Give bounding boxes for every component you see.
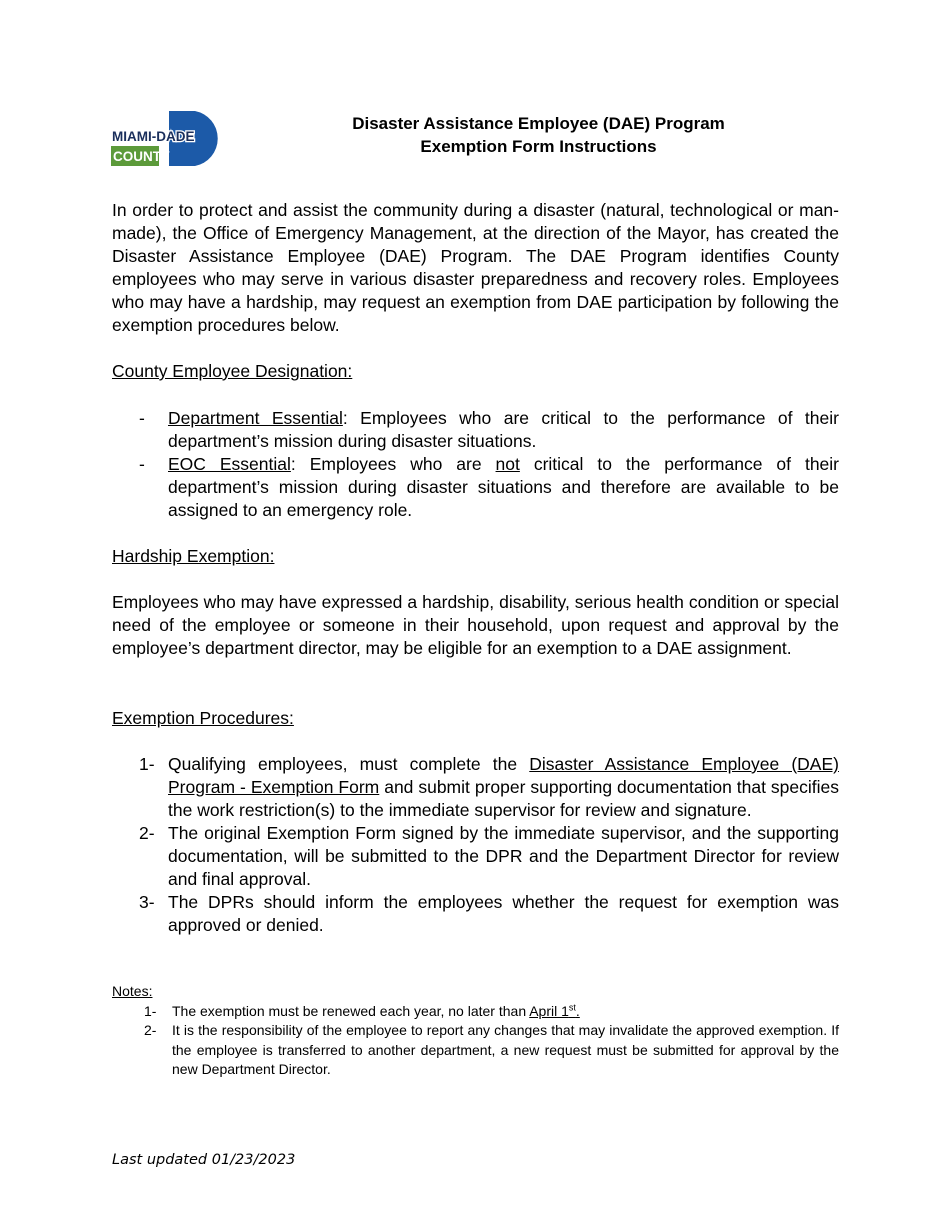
note-date: April 1 (529, 1002, 569, 1019)
list-marker: 2- (139, 823, 155, 843)
note-date-suffix: st (568, 1001, 576, 1012)
list-item (112, 753, 839, 822)
hardship-paragraph: Employees who may have expressed a hardship, disability, serious health condition or special need of the employee or someone in their household, upon request and approval by the employee’s department director, may be eligible for an exemption to a DAE assignment. (112, 592, 839, 658)
procedures-list (112, 753, 839, 937)
notes-heading: Notes: (112, 983, 153, 999)
designation-list (112, 407, 839, 522)
emphasis-not: not (495, 454, 520, 474)
note-item (112, 1002, 839, 1022)
logo-text-line2: COUNTY (113, 149, 170, 164)
note-text: It is the responsibility of the employee to report any changes that may invalidate the approved exemption. If the employee is transferred to another department, a new request must be submitted for approval by the new Department Director. (172, 1022, 839, 1077)
term-description-part-a: : Employees who are (290, 454, 496, 474)
note-item (112, 1021, 839, 1080)
term-department-essential: Department Essential (168, 408, 343, 428)
list-marker: 3- (139, 892, 155, 912)
note-text: The exemption must be renewed each year, no later than (172, 1002, 530, 1019)
miami-dade-county-logo (111, 110, 223, 167)
list-item (112, 891, 839, 937)
designation-heading: County Employee Designation: (112, 361, 353, 381)
exemption-form-link[interactable]: Disaster Assistance Employee (DAE) Program - Exemption Form (168, 754, 839, 797)
list-marker: - (139, 454, 145, 474)
procedure-text: The DPRs should inform the employees whether the request for exemption was approved or denied. (168, 892, 839, 935)
note-period: . (575, 1002, 580, 1019)
procedure-text-part-a: Qualifying employees, must complete the (168, 754, 530, 774)
intro-paragraph: In order to protect and assist the community during a disaster (natural, technological or man-made), the Office of Emergency Management, at the direction of the Mayor, has created the Disaster Assistance Employee (DAE) Program. The DAE Program identifies County employees who may serve in various disaster preparedness and recovery roles. Employees who may have a hardship, may request an exemption from DAE participation by following the exemption procedures below. (112, 200, 839, 335)
notes-section (112, 982, 839, 1080)
procedures-heading: Exemption Procedures: (112, 708, 294, 728)
term-description: : Employees who are critical to the performance of their department’s mission during disaster situations. (168, 408, 839, 451)
list-item (112, 822, 839, 891)
list-item (112, 453, 839, 522)
term-eoc-essential: EOC Essential (168, 454, 291, 474)
last-updated-footer: Last updated 01/23/2023 (112, 1152, 296, 1168)
list-marker: - (139, 408, 145, 428)
procedure-text-part-b: and submit proper supporting documentation that specifies the work restriction(s) to the immediate supervisor for review and signature. (168, 777, 839, 820)
title-line-2: Exemption Form Instructions (420, 137, 657, 156)
note-marker: 1- (144, 1002, 157, 1019)
term-description-part-b: critical to the performance of their department’s mission during disaster situations and therefore are available to be assigned to an emergency role. (168, 454, 839, 520)
document-title (230, 112, 847, 158)
hardship-heading: Hardship Exemption: (112, 546, 275, 566)
procedure-text: The original Exemption Form signed by the immediate supervisor, and the supporting documentation, will be submitted to the DPR and the Department Director for review and final approval. (168, 823, 839, 889)
note-deadline (529, 1003, 580, 1019)
list-marker: 1- (139, 754, 155, 774)
logo-text-line1: MIAMI-DADE (112, 129, 195, 144)
list-item (112, 407, 839, 453)
title-line-1: Disaster Assistance Employee (DAE) Program (352, 114, 725, 133)
note-marker: 2- (144, 1022, 157, 1038)
